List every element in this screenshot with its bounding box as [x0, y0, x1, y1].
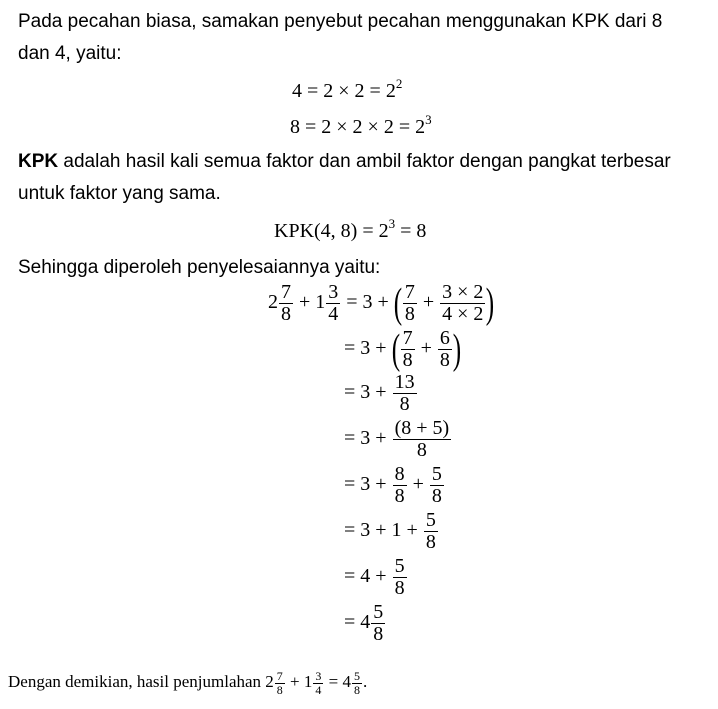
right-paren: )	[452, 326, 462, 373]
solution-intro: Sehingga diperoleh penyelesaiannya yaitu:	[18, 257, 381, 278]
step-3: = 3 + $\frac{13}{8}$	[344, 371, 415, 415]
step-6: = 3 + 1 + $\frac{5}{8}$	[344, 509, 436, 553]
fraction: $\frac{3 \times 2}{4 \times 2}$	[442, 281, 484, 325]
fraction: $\frac{5}{8}$	[425, 509, 436, 553]
left-paren: (	[391, 326, 400, 373]
fraction: $\frac{3}{4}$	[328, 281, 339, 325]
step-5: = 3 + $\frac{8}{8}$ + $\frac{5}{8}$	[344, 463, 442, 507]
fraction: $\frac{(8 + 5)}{8}$	[394, 417, 450, 461]
factor-four: $4 = 2 \times 2 = 2^2$	[292, 76, 403, 102]
intro-paragraph	[18, 6, 708, 70]
intro-line-1: Pada pecahan biasa, samakan penyebut pecahan menggunakan KPK dari 8	[18, 11, 663, 32]
fraction: $\frac{8}{8}$	[394, 463, 405, 507]
factor-eight: $8 = 2 \times 2 \times 2 = 2^3$	[290, 112, 432, 138]
kpk-equation: KPK(4, $8) = 2^3 = 8$	[274, 216, 427, 242]
fraction: $\frac{5}{8}$	[373, 601, 384, 645]
step-4: = 3 + $\frac{(8 + 5)}{8}$	[344, 417, 450, 461]
fraction: $\frac{7}{8}$	[281, 281, 291, 325]
fraction: $\frac{5}{8}$	[353, 669, 360, 697]
step-7: = 4 + $\frac{5}{8}$	[344, 555, 405, 599]
left-paren: (	[393, 280, 403, 327]
fraction: $\frac{7}{8}$	[404, 281, 415, 325]
kpk-bold: KPK	[18, 151, 59, 172]
fraction: $\frac{6}{8}$	[439, 327, 450, 371]
right-paren: )	[486, 280, 495, 327]
step-1: 2 $\frac{7}{8}$ + 1 $\frac{3}{4}$ = 3 + ( $\frac{7}{8}$ + $\frac{3 \times 2}{4 \times 2}$ )	[268, 280, 495, 327]
intro-line-2: dan 4, yaitu:	[18, 43, 122, 64]
conclusion: Dengan demikian, hasil penjumlahan 2 $\frac{7}{8}$ + 1 $\frac{3}{4}$ = 4 $\frac{5}{8}$ .	[8, 669, 368, 697]
fraction: $\frac{5}{8}$	[431, 463, 442, 507]
fraction: $\frac{7}{8}$	[276, 669, 283, 697]
step-2: = 3 + ( $\frac{7}{8}$ + $\frac{6}{8}$ )	[344, 326, 462, 373]
fraction: $\frac{13}{8}$	[394, 371, 415, 415]
step-8: = 4 $\frac{5}{8}$	[344, 601, 384, 645]
kpk-definition: KPK adalah hasil kali semua faktor dan ambil faktor dengan pangkat terbesar untuk faktor yang sama.	[18, 151, 671, 204]
fraction: $\frac{3}{4}$	[315, 669, 322, 697]
fraction: $\frac{7}{8}$	[402, 327, 413, 371]
fraction: $\frac{5}{8}$	[394, 555, 405, 599]
